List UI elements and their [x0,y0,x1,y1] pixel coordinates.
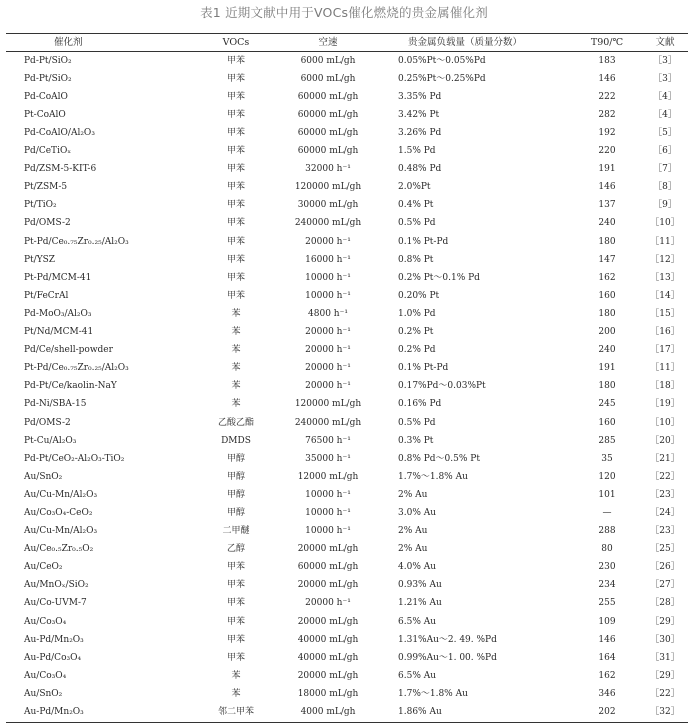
cell-space-velocity: 20000 h⁻¹ [305,236,351,247]
cell-space-velocity: 10000 h⁻¹ [305,526,351,537]
cell-catalyst: Pt/ZSM-5 [24,182,68,193]
cell-metal-loading: 0.99%Au～1. 00. %Pd [398,652,497,663]
cell-vocs: 邻二甲苯 [204,704,268,723]
cell-catalyst: Pd-Pt/SiO₂ [24,55,72,66]
cell-t90: 160 [598,417,616,428]
cell-metal-loading: 6.5% Au [398,670,437,681]
cell-t90: 285 [598,435,616,446]
cell-catalyst: Au/Cu-Mn/Al₂O₃ [24,489,98,500]
table-row [6,505,688,523]
cell-t90: 160 [598,290,616,301]
cell-reference: ［28］ [650,598,680,609]
cell-catalyst: Pt-Pd/MCM-41 [24,272,92,283]
cell-t90: 255 [598,598,616,609]
cell-reference: ［7］ [653,164,677,175]
cell-t90: 147 [598,254,616,265]
cell-catalyst: Au/Cu-Mn/Al₂O₃ [24,526,98,537]
cell-vocs: 甲苯 [226,236,245,247]
cell-t90: 346 [598,688,616,699]
cell-t90: 162 [598,670,616,681]
table-row [6,595,688,613]
cell-catalyst: Pd-Pt/Ce/kaolin-NaY [24,381,117,392]
cell-reference: ［3］ [653,73,677,84]
cell-metal-loading: 0.8% Pt [398,254,434,265]
cell-reference: ［6］ [653,146,677,157]
cell-vocs: 甲苯 [226,109,245,120]
cell-reference: ［5］ [653,128,677,139]
cell-space-velocity: 240000 mL/gh [294,417,362,428]
cell-catalyst: Pd-CoAlO [24,91,68,102]
cell-reference: ［23］ [650,489,680,500]
cell-reference: ［18］ [650,381,680,392]
cell-reference: ［32］ [636,704,688,723]
cell-reference: ［30］ [650,634,680,645]
cell-catalyst: Pt/FeCrAl [24,290,69,301]
cell-vocs: 乙酸乙酯 [217,417,254,428]
table-row [6,215,688,233]
cell-reference: ［15］ [650,308,680,319]
cell-vocs: 甲苯 [226,128,245,139]
cell-space-velocity: 20000 h⁻¹ [305,598,351,609]
cell-metal-loading: 0.8% Pd～0.5% Pt [398,453,480,464]
cell-catalyst: Au-Pd/Co₃O₄ [24,652,82,663]
cell-metal-loading: 1.0% Pd [398,308,436,319]
table-row [6,52,688,71]
table-row [6,88,688,106]
cell-catalyst: Au/Co₃O₄-CeO₂ [24,507,93,518]
cell-space-velocity: 4000 mL/gh [268,704,388,723]
cell-metal-loading: 3.42% Pt [398,109,440,120]
cell-metal-loading: 0.5% Pd [398,417,436,428]
cell-vocs: 苯 [231,363,241,374]
cell-metal-loading: 1.31%Au～2. 49. %Pd [398,634,497,645]
cell-t90: 120 [598,471,616,482]
table-row [6,70,688,88]
cell-space-velocity: 10000 h⁻¹ [305,489,351,500]
table-row [6,360,688,378]
cell-reference: ［23］ [650,526,680,537]
cell-vocs: 甲醇 [226,507,245,518]
table-row [6,324,688,342]
header-reference: 文献 [636,34,688,52]
cell-t90: 245 [598,399,616,410]
cell-metal-loading: 2% Au [398,526,428,537]
cell-catalyst: Au-Pd/Mn₂O₃ [6,704,204,723]
cell-reference: ［21］ [650,453,680,464]
cell-vocs: 苯 [231,327,241,338]
cell-vocs: 乙醇 [226,544,245,555]
cell-metal-loading: 0.5% Pd [398,218,436,229]
cell-t90: 288 [598,526,616,537]
table-row [6,233,688,251]
cell-space-velocity: 20000 h⁻¹ [305,363,351,374]
table-header-row [6,34,688,52]
cell-space-velocity: 10000 h⁻¹ [305,272,351,283]
cell-vocs: 苯 [231,688,241,699]
header-catalyst: 催化剂 [6,34,204,52]
cell-space-velocity: 120000 mL/gh [294,399,362,410]
cell-t90: 240 [598,218,616,229]
cell-vocs: 苯 [231,399,241,410]
header-metal-loading: 贵金属负载量（质量分数） [388,34,578,52]
cell-reference: ［16］ [650,327,680,338]
cell-vocs: 甲苯 [226,272,245,283]
cell-metal-loading: 1.5% Pd [398,146,436,157]
header-t90: T90/℃ [578,34,636,52]
cell-space-velocity: 32000 h⁻¹ [305,164,351,175]
cell-t90: 137 [598,200,616,211]
cell-reference: ［4］ [653,91,677,102]
cell-t90: 191 [598,164,616,175]
header-vocs: VOCs [204,34,268,52]
cell-t90: 109 [598,616,616,627]
cell-space-velocity: 20000 mL/gh [297,580,359,591]
cell-catalyst: Pt/Nd/MCM-41 [24,327,94,338]
cell-t90: 164 [598,652,616,663]
cell-t90: 240 [598,345,616,356]
cell-vocs: 甲苯 [226,562,245,573]
table-row [6,450,688,468]
cell-space-velocity: 20000 h⁻¹ [305,345,351,356]
cell-space-velocity: 4800 h⁻¹ [308,308,348,319]
cell-space-velocity: 60000 mL/gh [297,91,359,102]
cell-vocs: 甲苯 [226,164,245,175]
cell-t90: 101 [598,489,616,500]
cell-metal-loading: 0.1% Pt-Pd [398,363,449,374]
table-row [6,342,688,360]
cell-vocs: 甲苯 [226,580,245,591]
cell-reference: ［8］ [653,182,677,193]
cell-catalyst: Pd/OMS-2 [24,417,71,428]
cell-space-velocity: 40000 mL/gh [297,652,359,663]
cell-metal-loading: 1.7%～1.8% Au [398,471,468,482]
cell-space-velocity: 60000 mL/gh [297,562,359,573]
cell-reference: ［20］ [650,435,680,446]
table-row [6,287,688,305]
cell-reference: ［4］ [653,109,677,120]
cell-reference: ［27］ [650,580,680,591]
cell-space-velocity: 20000 h⁻¹ [305,327,351,338]
cell-vocs: 甲苯 [226,598,245,609]
table-row [6,197,688,215]
cell-reference: ［22］ [650,471,680,482]
header-space-velocity: 空速 [268,34,388,52]
cell-metal-loading: 0.93% Au [398,580,442,591]
table-row [6,468,688,486]
cell-metal-loading: 4.0% Au [398,562,437,573]
cell-catalyst: Au/SnO₂ [24,471,63,482]
cell-t90: 202 [578,704,636,723]
cell-vocs: DMDS [221,435,251,446]
table-row [6,251,688,269]
cell-metal-loading: 2.0%Pt [398,182,431,193]
cell-reference: ［26］ [650,562,680,573]
table-row [6,523,688,541]
cell-catalyst: Pd/Ce/shell-powder [24,345,113,356]
cell-t90: 191 [598,363,616,374]
cell-catalyst: Au-Pd/Mn₂O₃ [24,634,84,645]
cell-metal-loading: 0.25%Pt～0.25%Pd [398,73,486,84]
cell-catalyst: Pt/YSZ [24,254,56,265]
cell-catalyst: Pd/CeTiOₓ [24,146,72,157]
cell-catalyst: Pd/ZSM-5-KIT-6 [24,164,97,175]
cell-space-velocity: 16000 h⁻¹ [305,254,351,265]
table-row [6,125,688,143]
cell-metal-loading: 3.26% Pd [398,128,442,139]
cell-space-velocity: 10000 h⁻¹ [305,507,351,518]
cell-reference: ［10］ [650,417,680,428]
cell-t90: 222 [598,91,616,102]
cell-space-velocity: 12000 mL/gh [297,471,359,482]
cell-catalyst: Pd-CoAlO/Al₂O₃ [24,128,95,139]
cell-space-velocity: 10000 h⁻¹ [305,290,351,301]
cell-vocs: 二甲醚 [222,526,250,537]
cell-space-velocity: 6000 mL/gh [300,55,356,66]
cell-catalyst: Au/Co₃O₄ [24,670,67,681]
cell-space-velocity: 20000 mL/gh [297,616,359,627]
cell-space-velocity: 35000 h⁻¹ [305,453,351,464]
cell-vocs: 甲苯 [226,200,245,211]
cell-space-velocity: 18000 mL/gh [297,688,359,699]
table-row [6,143,688,161]
cell-space-velocity: 76500 h⁻¹ [305,435,351,446]
cell-t90: 180 [598,236,616,247]
cell-catalyst: Au/Ce₀.₅Zr₀.₅O₂ [24,544,94,555]
cell-space-velocity: 60000 mL/gh [297,109,359,120]
table-body [6,52,688,722]
cell-metal-loading: 0.20% Pt [398,290,440,301]
cell-metal-loading: 0.48% Pd [398,164,442,175]
table-row [6,577,688,595]
cell-t90: 234 [598,580,616,591]
table-row [6,631,688,649]
table-row [6,667,688,685]
cell-vocs: 甲苯 [226,254,245,265]
cell-reference: ［12］ [650,254,680,265]
cell-reference: ［24］ [650,507,680,518]
cell-catalyst: Pd-Pt/CeO₂-Al₂O₃-TiO₂ [24,453,125,464]
table-row [6,378,688,396]
cell-metal-loading: 0.1% Pt-Pd [398,236,449,247]
cell-metal-loading: 2% Au [398,544,428,555]
catalyst-table [6,33,688,723]
cell-vocs: 甲苯 [226,146,245,157]
cell-catalyst: Pd/OMS-2 [24,218,71,229]
cell-vocs: 甲苯 [226,218,245,229]
cell-vocs: 甲苯 [226,182,245,193]
cell-metal-loading: 6.5% Au [398,616,437,627]
cell-t90: — [602,507,612,518]
table-caption: 表1 近期文献中用于VOCs催化燃烧的贵金属催化剂 [200,5,488,20]
cell-metal-loading: 0.3% Pt [398,435,434,446]
cell-reference: ［14］ [650,290,680,301]
cell-space-velocity: 60000 mL/gh [297,128,359,139]
cell-catalyst: Au/SnO₂ [24,688,63,699]
table-row [6,559,688,577]
cell-metal-loading: 0.2% Pd [398,345,436,356]
cell-vocs: 甲苯 [226,73,245,84]
table-row [6,396,688,414]
cell-t90: 180 [598,308,616,319]
cell-metal-loading: 3.0% Au [398,507,437,518]
cell-reference: ［17］ [650,345,680,356]
cell-metal-loading: 0.16% Pd [398,399,442,410]
cell-vocs: 苯 [231,308,241,319]
cell-t90: 146 [598,73,616,84]
cell-catalyst: Pt-Cu/Al₂O₃ [24,435,77,446]
table-row [6,649,688,667]
cell-catalyst: Pd-Ni/SBA-15 [24,399,87,410]
table-row [6,179,688,197]
table-row [6,106,688,124]
cell-t90: 162 [598,272,616,283]
cell-vocs: 甲醇 [226,471,245,482]
cell-t90: 282 [598,109,616,120]
cell-catalyst: Pt-Pd/Ce₀.₇₅Zr₀.₂₅/Al₂O₃ [24,236,129,247]
table-row [6,432,688,450]
cell-t90: 146 [598,634,616,645]
table-row [6,613,688,631]
cell-metal-loading: 1.86% Au [388,704,578,723]
cell-t90: 220 [598,146,616,157]
cell-catalyst: Pt/TiO₂ [24,200,57,211]
cell-metal-loading: 0.17%Pd～0.03%Pt [398,381,486,392]
cell-reference: ［29］ [650,616,680,627]
cell-t90: 146 [598,182,616,193]
cell-reference: ［22］ [650,688,680,699]
cell-vocs: 甲苯 [226,634,245,645]
cell-metal-loading: 0.2% Pt [398,327,434,338]
cell-space-velocity: 120000 mL/gh [294,182,362,193]
cell-catalyst: Au/CeO₂ [24,562,63,573]
cell-reference: ［9］ [653,200,677,211]
cell-catalyst: Au/Co₃O₄ [24,616,67,627]
table-row [6,685,688,703]
table-row [6,269,688,287]
cell-reference: ［3］ [653,55,677,66]
cell-vocs: 甲苯 [226,616,245,627]
cell-reference: ［13］ [650,272,680,283]
cell-vocs: 甲苯 [226,55,245,66]
cell-t90: 183 [598,55,616,66]
cell-reference: ［25］ [650,544,680,555]
cell-vocs: 甲苯 [226,652,245,663]
cell-catalyst: Pd-Pt/SiO₂ [24,73,72,84]
cell-catalyst: Au/Co-UVM-7 [24,598,87,609]
cell-catalyst: Pd-MoO₃/Al₂O₃ [24,308,92,319]
cell-space-velocity: 30000 mL/gh [297,200,359,211]
cell-reference: ［11］ [650,236,680,247]
cell-reference: ［11］ [650,363,680,374]
cell-t90: 192 [598,128,616,139]
cell-vocs: 苯 [231,381,241,392]
cell-reference: ［31］ [650,652,680,663]
cell-metal-loading: 1.7%～1.8% Au [398,688,468,699]
cell-t90: 230 [598,562,616,573]
cell-metal-loading: 1.21% Au [398,598,442,609]
cell-t90: 35 [601,453,613,464]
table-row [6,541,688,559]
cell-reference: ［19］ [650,399,680,410]
cell-t90: 180 [598,381,616,392]
cell-t90: 200 [598,327,616,338]
cell-space-velocity: 20000 mL/gh [297,670,359,681]
cell-reference: ［29］ [650,670,680,681]
cell-space-velocity: 20000 mL/gh [297,544,359,555]
cell-reference: ［10］ [650,218,680,229]
cell-space-velocity: 40000 mL/gh [297,634,359,645]
cell-vocs: 甲苯 [226,91,245,102]
cell-vocs: 苯 [231,345,241,356]
cell-t90: 80 [601,544,613,555]
cell-metal-loading: 3.35% Pd [398,91,442,102]
cell-space-velocity: 60000 mL/gh [297,146,359,157]
cell-catalyst: Pt-CoAlO [24,109,66,120]
table-row [6,161,688,179]
cell-metal-loading: 2% Au [398,489,428,500]
table-row [6,486,688,504]
table-row [6,306,688,324]
cell-space-velocity: 20000 h⁻¹ [305,381,351,392]
cell-space-velocity: 240000 mL/gh [294,218,362,229]
cell-metal-loading: 0.05%Pt～0.05%Pd [398,55,486,66]
table-row [6,704,688,723]
table-row [6,414,688,432]
cell-vocs: 甲苯 [226,290,245,301]
cell-catalyst: Au/MnOₓ/SiO₂ [24,580,89,591]
cell-metal-loading: 0.4% Pt [398,200,434,211]
cell-vocs: 苯 [231,670,241,681]
cell-space-velocity: 6000 mL/gh [300,73,356,84]
cell-vocs: 甲醇 [226,489,245,500]
cell-vocs: 甲醇 [226,453,245,464]
cell-metal-loading: 0.2% Pt～0.1% Pd [398,272,480,283]
cell-catalyst: Pt-Pd/Ce₀.₇₅Zr₀.₂₅/Al₂O₃ [24,363,129,374]
